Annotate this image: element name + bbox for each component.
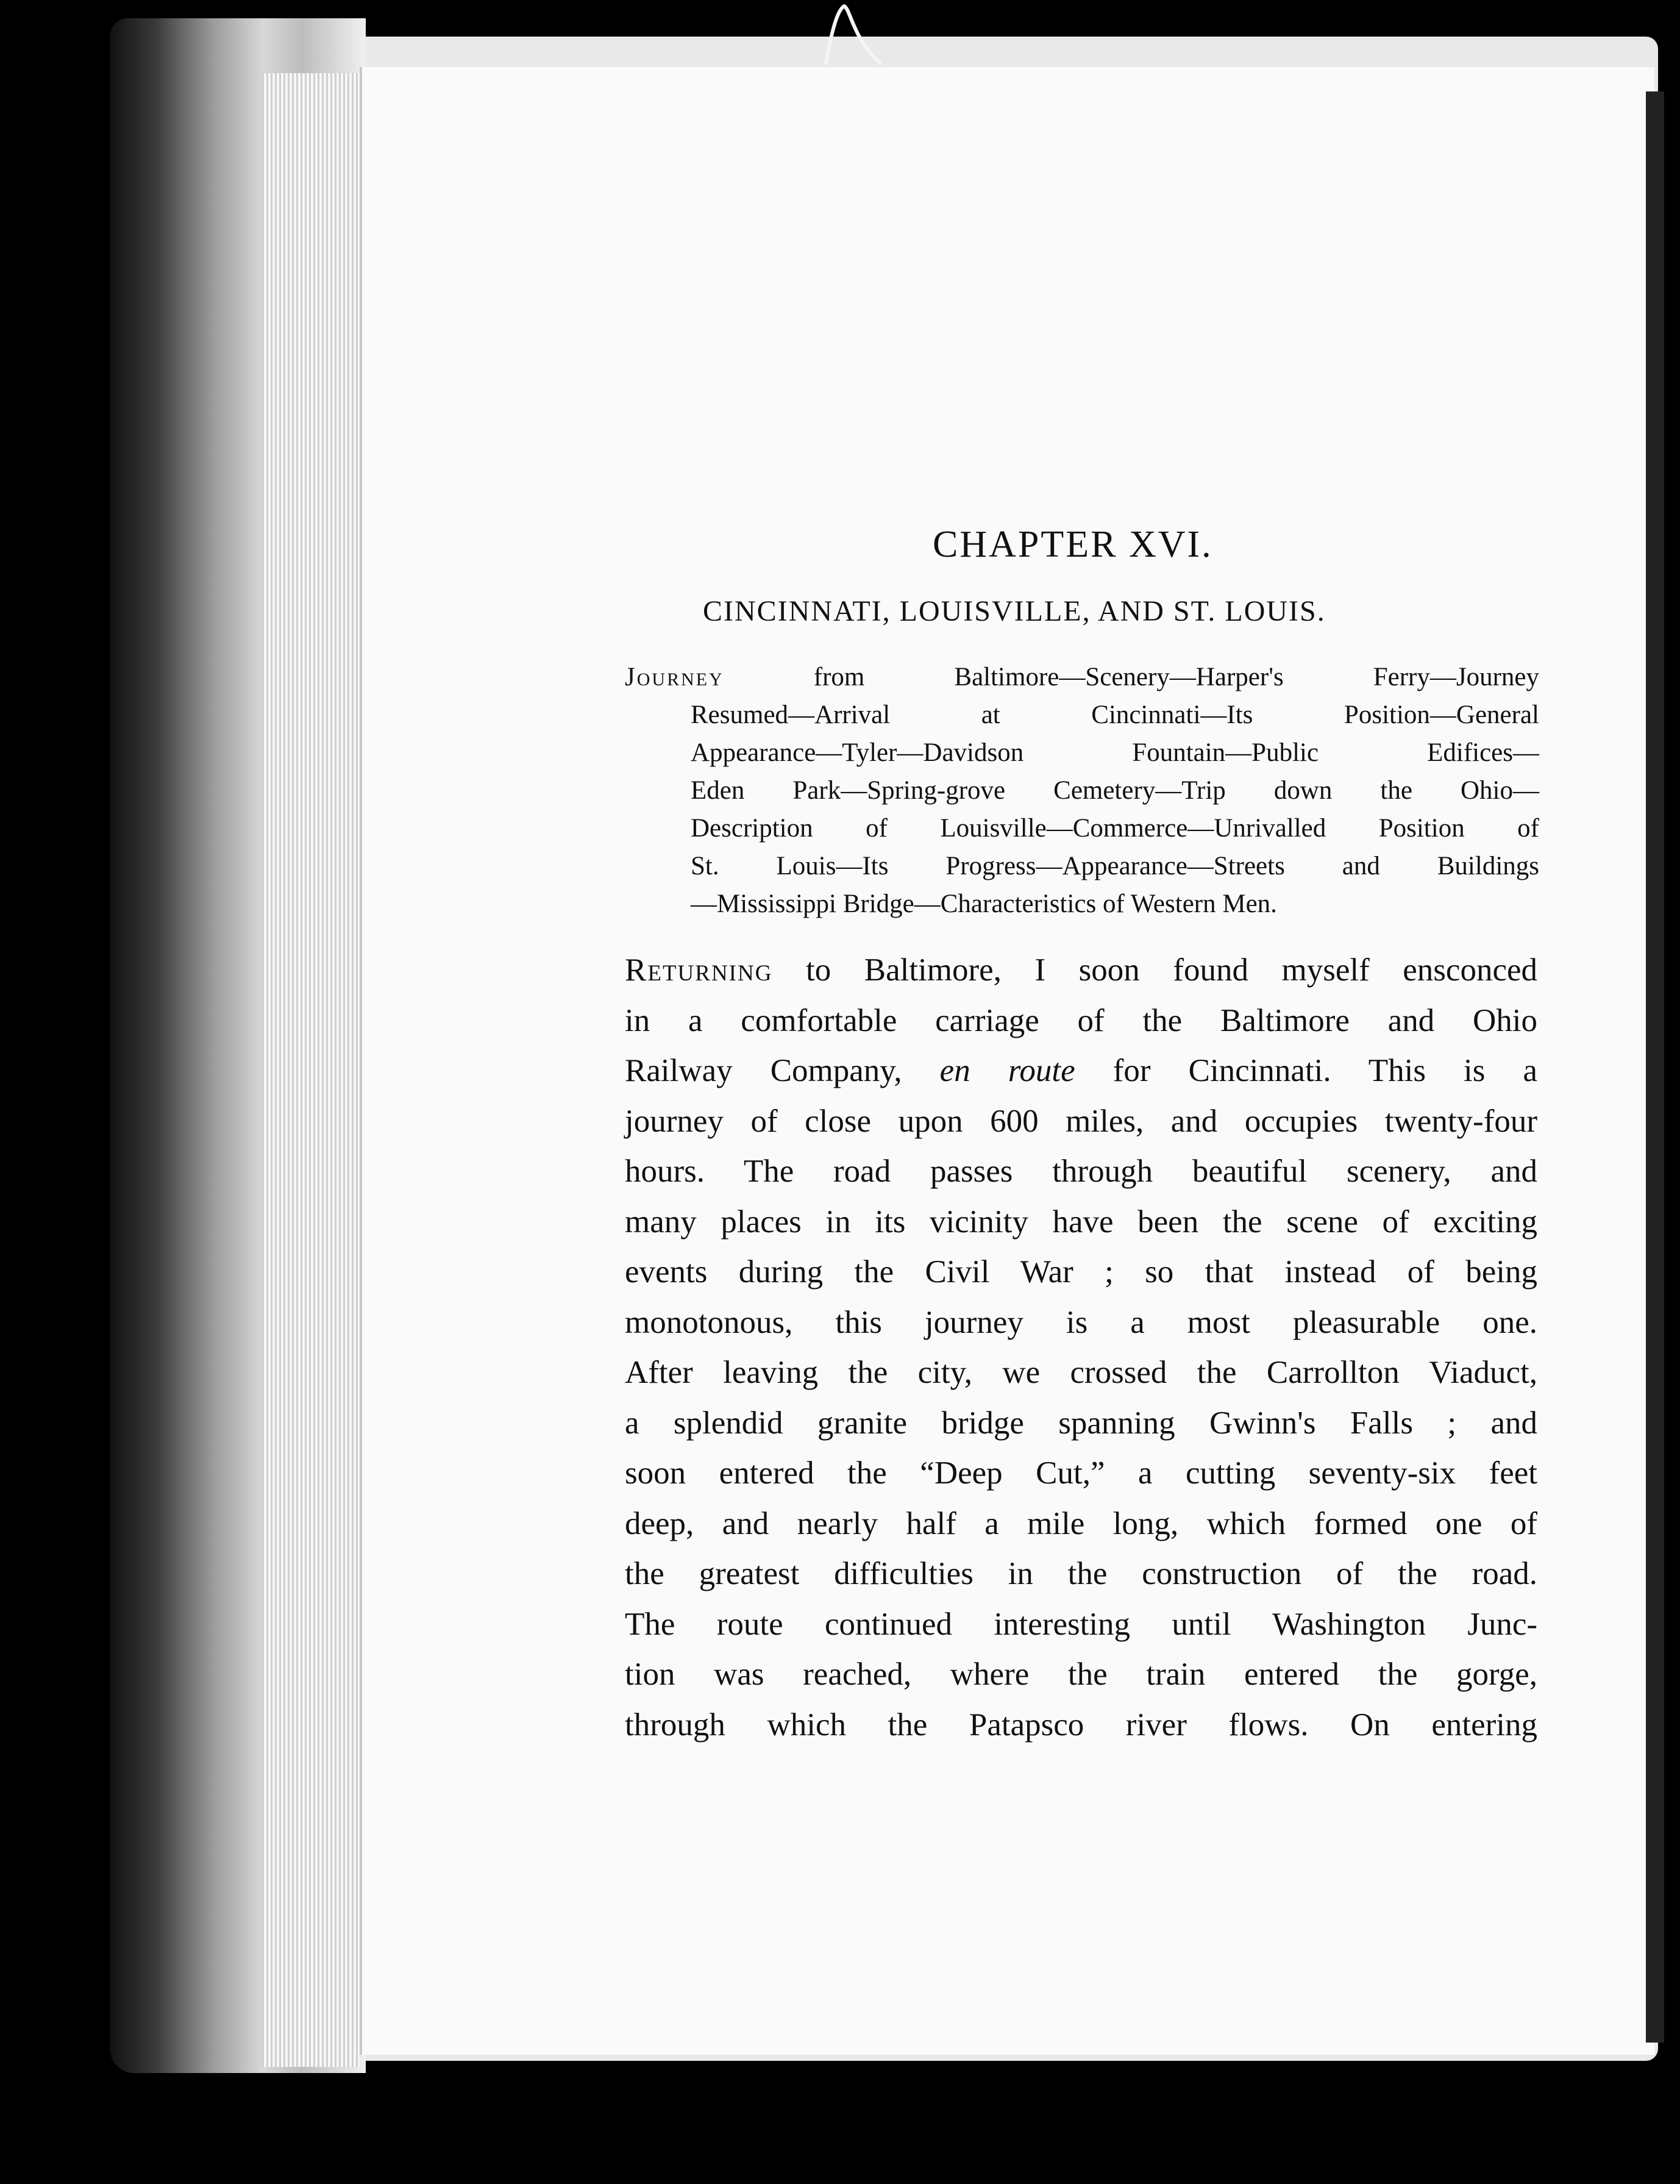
body-line: hours. The road passes through beautiful scenery, and <box>625 1154 1537 1189</box>
summary-line: Appearance—Tyler—Davidson Fountain—Public Edifices— <box>691 738 1539 767</box>
body-line: events during the Civil War ; so that instead of being <box>625 1254 1537 1290</box>
body-line: in a comfortable carriage of the Baltimore and Ohio <box>625 1002 1537 1038</box>
body-text: Railway Company, <box>625 1053 940 1088</box>
summary-line: Resumed—Arrival at Cincinnati—Its Position—General <box>691 701 1539 729</box>
body-line: many places in its vicinity have been the scene of exciting <box>625 1204 1537 1240</box>
italic-phrase: en route <box>939 1053 1075 1088</box>
right-shadow <box>1646 91 1664 2043</box>
body-line <box>625 945 1537 996</box>
body-line: soon entered the “Deep Cut,” a cutting seventy-six feet <box>625 1455 1537 1491</box>
body-line: The route continued interesting until Washington Junc- <box>625 1606 1537 1642</box>
summary-line: St. Louis—Its Progress—Appearance—Streets and Buildings <box>691 852 1539 880</box>
body-line: deep, and nearly half a mile long, which formed one of <box>625 1505 1537 1541</box>
summary-line: —Mississippi Bridge—Characteristics of Western Men. <box>691 890 1277 918</box>
body-text: for Cincinnati. This is a <box>1075 1053 1537 1088</box>
body-line: monotonous, this journey is a most pleasurable one. <box>625 1304 1537 1340</box>
bookmark-string <box>820 3 887 70</box>
page-edges <box>262 73 360 2067</box>
body-lead: Returning <box>625 952 773 988</box>
body-line: through which the Patapsco river flows. On entering <box>625 1707 1537 1743</box>
body-line: a splendid granite bridge spanning Gwinn's Falls ; and <box>625 1405 1537 1441</box>
summary-text: from Baltimore—Scenery—Harper's Ferry—Journey <box>724 663 1539 691</box>
chapter-title: CHAPTER XVI. <box>933 524 1213 565</box>
summary-lead: Journey <box>625 663 724 691</box>
body-line: After leaving the city, we crossed the Carrollton Viaduct, <box>625 1355 1537 1390</box>
summary-line <box>625 658 1539 696</box>
body-line: journey of close upon 600 miles, and occupies twenty-four <box>625 1103 1537 1139</box>
body-text: to Baltimore, I soon found myself ensconced <box>772 952 1537 988</box>
body-paragraph <box>625 945 1537 1750</box>
chapter-summary <box>625 658 1539 923</box>
body-line <box>625 1046 1537 1096</box>
summary-line: Eden Park—Spring-grove Cemetery—Trip down the Ohio— <box>691 776 1539 805</box>
body-line: the greatest difficulties in the construction of the road. <box>625 1556 1537 1591</box>
body-line: tion was reached, where the train entered the gorge, <box>625 1657 1537 1692</box>
chapter-subtitle: CINCINNATI, LOUISVILLE, AND ST. LOUIS. <box>703 595 1326 627</box>
summary-line: Description of Louisville—Commerce—Unrivalled Position of <box>691 814 1539 843</box>
